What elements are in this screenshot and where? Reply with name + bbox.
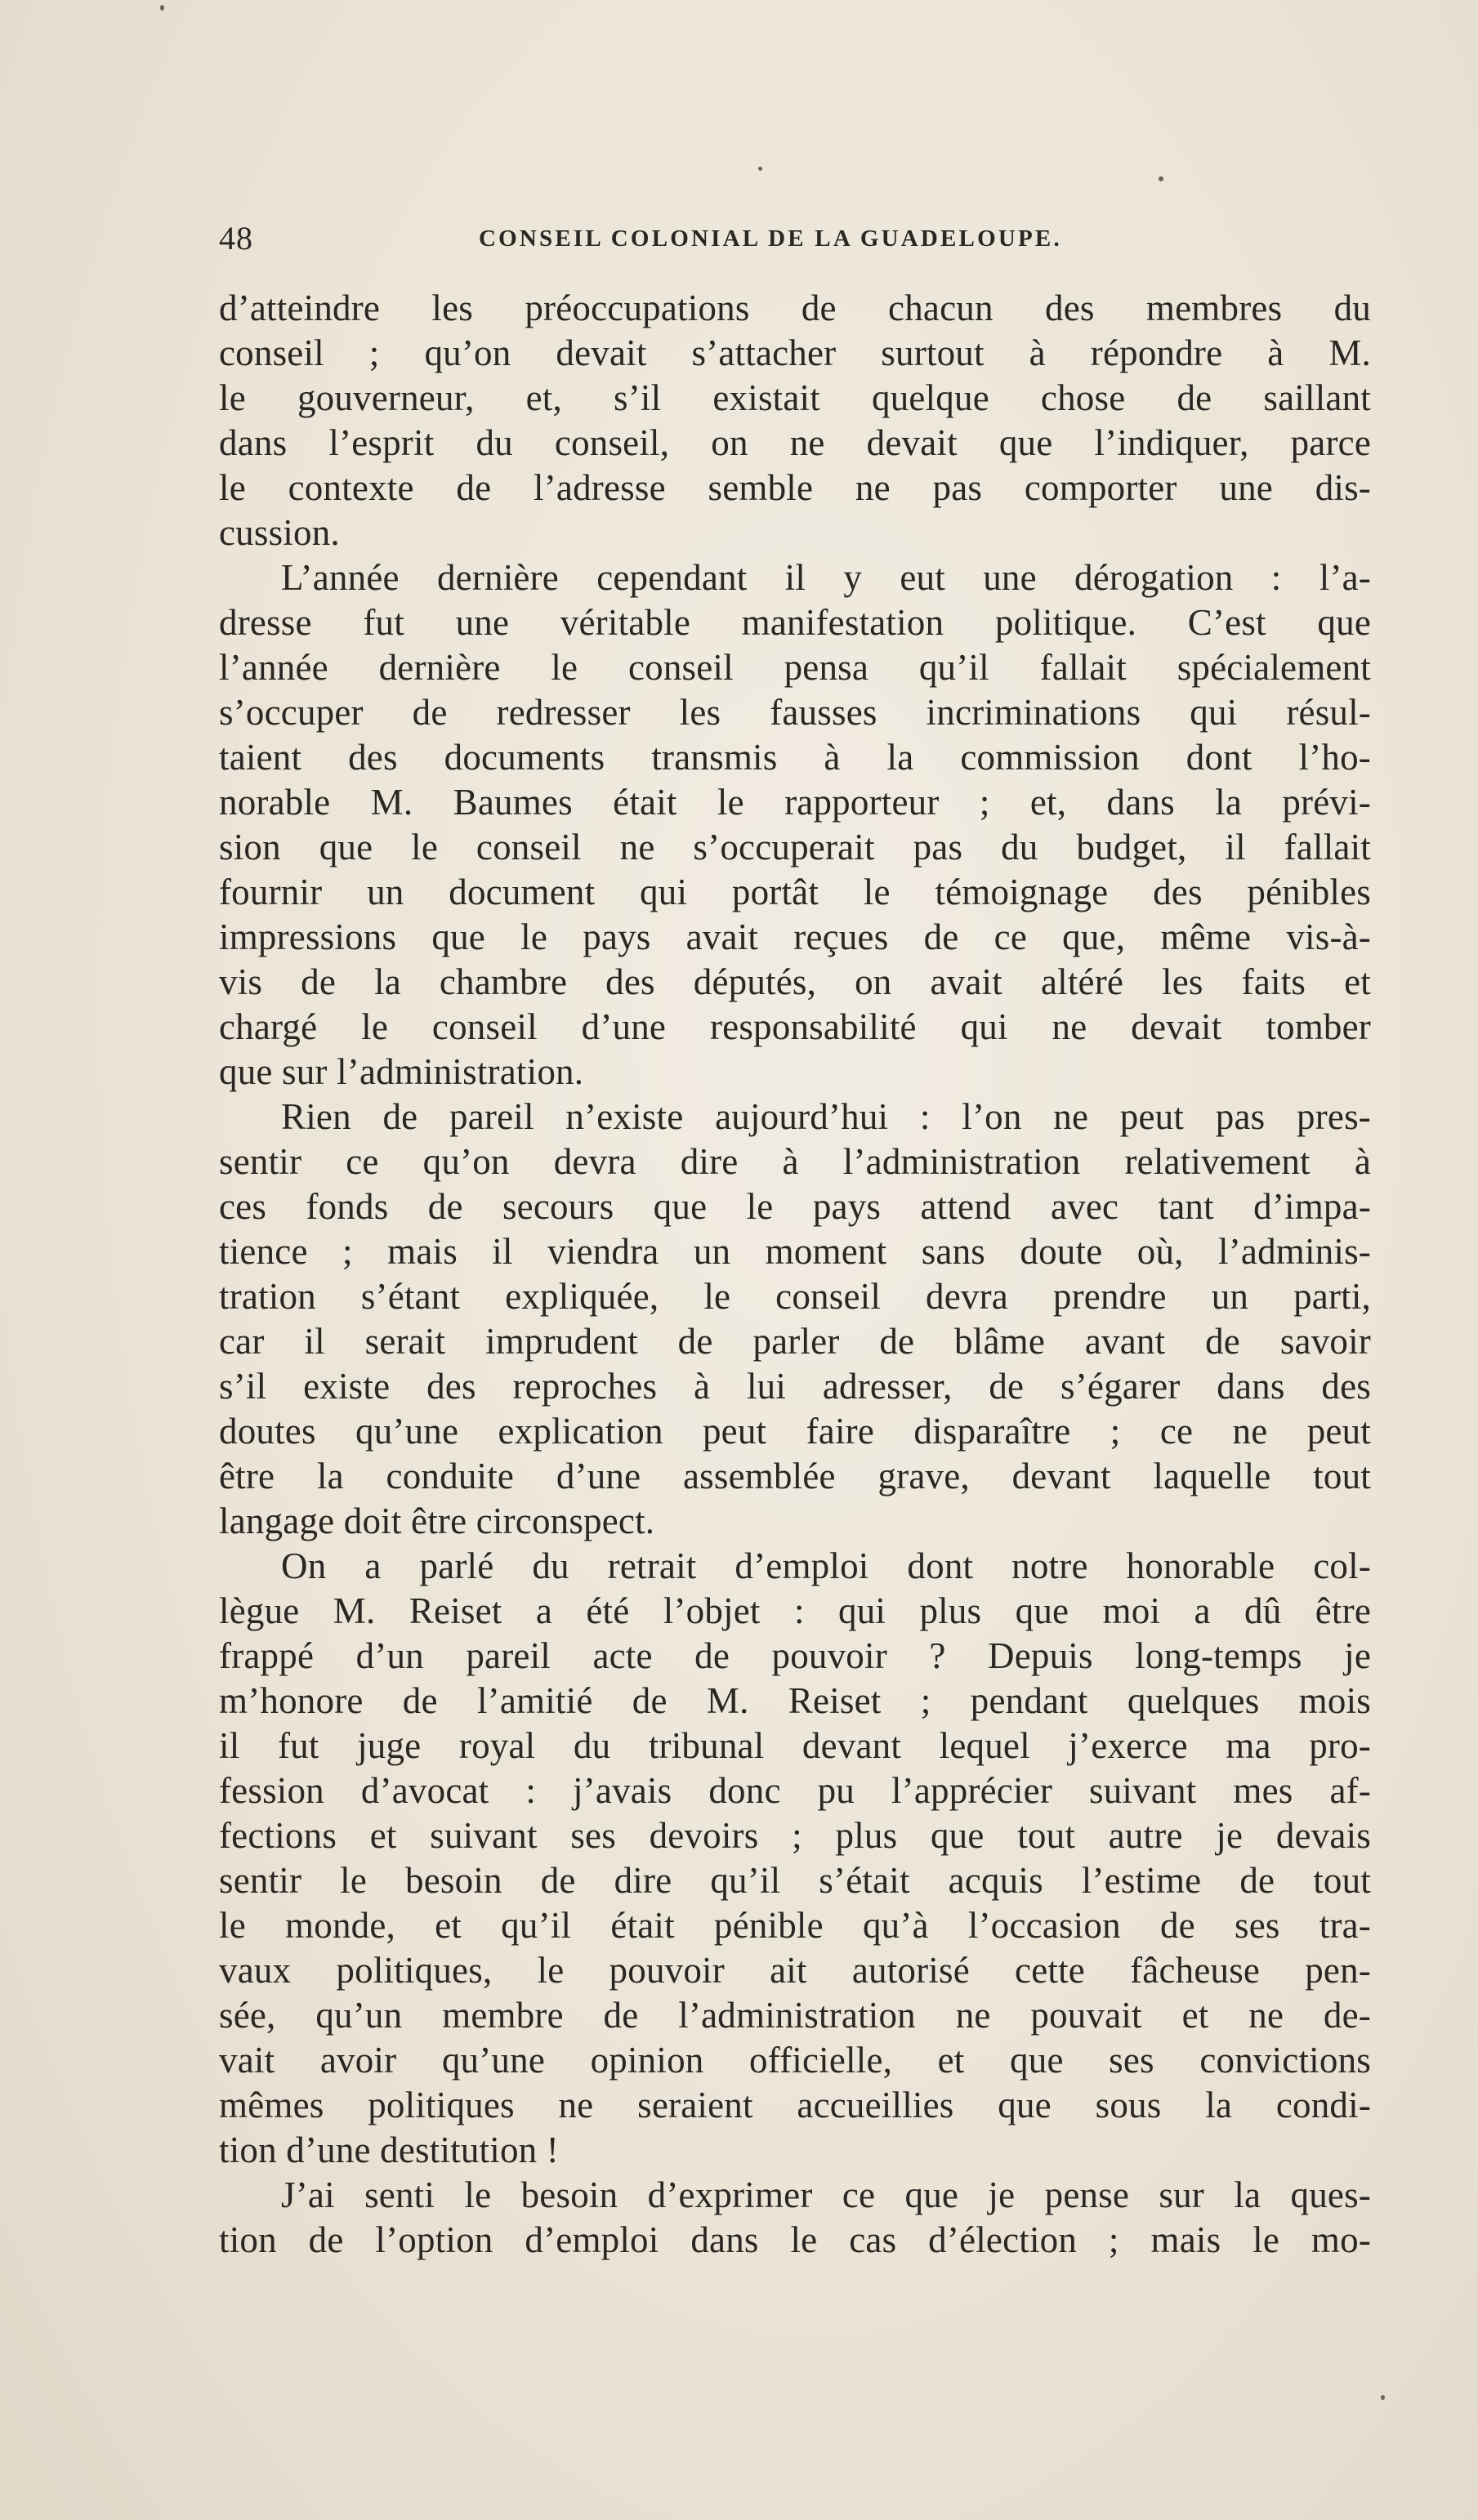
text-line: sion que le conseil ne s’occuperait pas du budget, il fallait — [219, 827, 1371, 868]
text-line: J’ai senti le besoin d’exprimer ce que je pense sur la ques- — [281, 2174, 1371, 2215]
text-line: que sur l’administration. — [219, 1051, 584, 1092]
text-line: fession d’avocat : j’avais donc pu l’apprécier suivant mes af- — [219, 1770, 1371, 1811]
running-head — [219, 219, 1371, 268]
text-line: norable M. Baumes était le rapporteur ; et, dans la prévi- — [219, 782, 1371, 823]
book-page — [219, 219, 1371, 2263]
text-line: dresse fut une véritable manifestation politique. C’est que — [219, 602, 1371, 643]
text-line: conseil ; qu’on devait s’attacher surtout à répondre à M. — [219, 332, 1371, 373]
text-line: vait avoir qu’une opinion officielle, et que ses convictions — [219, 2040, 1371, 2081]
text-line: car il serait imprudent de parler de blâme avant de savoir — [219, 1321, 1371, 1362]
text-line: taient des documents transmis à la commission dont l’ho- — [219, 737, 1371, 778]
text-line: frappé d’un pareil acte de pouvoir ? Depuis long-temps je — [219, 1635, 1371, 1676]
text-line: cussion. — [219, 512, 340, 553]
text-line: dans l’esprit du conseil, on ne devait que l’indiquer, parce — [219, 422, 1371, 463]
text-line: être la conduite d’une assemblée grave, devant laquelle tout — [219, 1456, 1371, 1496]
text-line: tion de l’option d’emploi dans le cas d’élection ; mais le mo- — [219, 2219, 1371, 2260]
text-line: s’occuper de redresser les fausses incriminations qui résul- — [219, 692, 1371, 733]
text-line: sentir le besoin de dire qu’il s’était acquis l’estime de tout — [219, 1860, 1371, 1901]
text-line: le monde, et qu’il était pénible qu’à l’occasion de ses tra- — [219, 1905, 1371, 1946]
paper-speck — [1381, 2395, 1385, 2400]
text-line: On a parlé du retrait d’emploi dont notre honorable col- — [281, 1545, 1371, 1586]
text-line: impressions que le pays avait reçues de ce que, même vis-à- — [219, 917, 1371, 957]
text-line: d’atteindre les préoccupations de chacun des membres du — [219, 288, 1371, 328]
text-line: langage doit être circonspect. — [219, 1501, 655, 1541]
text-line: l’année dernière le conseil pensa qu’il fallait spécialement — [219, 647, 1371, 688]
text-line: mêmes politiques ne seraient accueillies que sous la condi- — [219, 2085, 1371, 2125]
running-title: CONSEIL COLONIAL DE LA GUADELOUPE. — [479, 225, 1062, 252]
body-text — [219, 286, 1371, 2263]
text-line: doutes qu’une explication peut faire disparaître ; ce ne peut — [219, 1411, 1371, 1452]
text-line: il fut juge royal du tribunal devant lequel j’exerce ma pro- — [219, 1725, 1371, 1766]
text-line: sentir ce qu’on devra dire à l’administration relativement à — [219, 1141, 1371, 1182]
text-line: fournir un document qui portât le témoignage des pénibles — [219, 872, 1371, 912]
text-line: lègue M. Reiset a été l’objet : qui plus que moi a dû être — [219, 1590, 1371, 1631]
text-line: sée, qu’un membre de l’administration ne pouvait et ne de- — [219, 1995, 1371, 2036]
text-line: Rien de pareil n’existe aujourd’hui : l’on ne peut pas pres- — [281, 1096, 1371, 1137]
text-line: le contexte de l’adresse semble ne pas comporter une dis- — [219, 467, 1371, 508]
page-number: 48 — [219, 220, 253, 256]
text-line: m’honore de l’amitié de M. Reiset ; pendant quelques mois — [219, 1680, 1371, 1721]
text-line: ces fonds de secours que le pays attend avec tant d’impa- — [219, 1186, 1371, 1227]
text-line: chargé le conseil d’une responsabilité qui ne devait tomber — [219, 1006, 1371, 1047]
paper-speck — [1159, 176, 1163, 181]
text-line: tion d’une destitution ! — [219, 2130, 559, 2170]
text-line: tience ; mais il viendra un moment sans doute où, l’adminis- — [219, 1231, 1371, 1272]
text-line: le gouverneur, et, s’il existait quelque chose de saillant — [219, 377, 1371, 418]
text-line: vis de la chambre des députés, on avait altéré les faits et — [219, 961, 1371, 1002]
text-line: L’année dernière cependant il y eut une dérogation : l’a- — [281, 557, 1371, 598]
text-line: s’il existe des reproches à lui adresser, de s’égarer dans des — [219, 1366, 1371, 1407]
paper-speck — [758, 167, 762, 171]
text-line: vaux politiques, le pouvoir ait autorisé cette fâcheuse pen- — [219, 1950, 1371, 1991]
text-line: tration s’étant expliquée, le conseil devra prendre un parti, — [219, 1276, 1371, 1317]
paper-speck — [160, 5, 164, 11]
text-line: fections et suivant ses devoirs ; plus que tout autre je devais — [219, 1815, 1371, 1856]
